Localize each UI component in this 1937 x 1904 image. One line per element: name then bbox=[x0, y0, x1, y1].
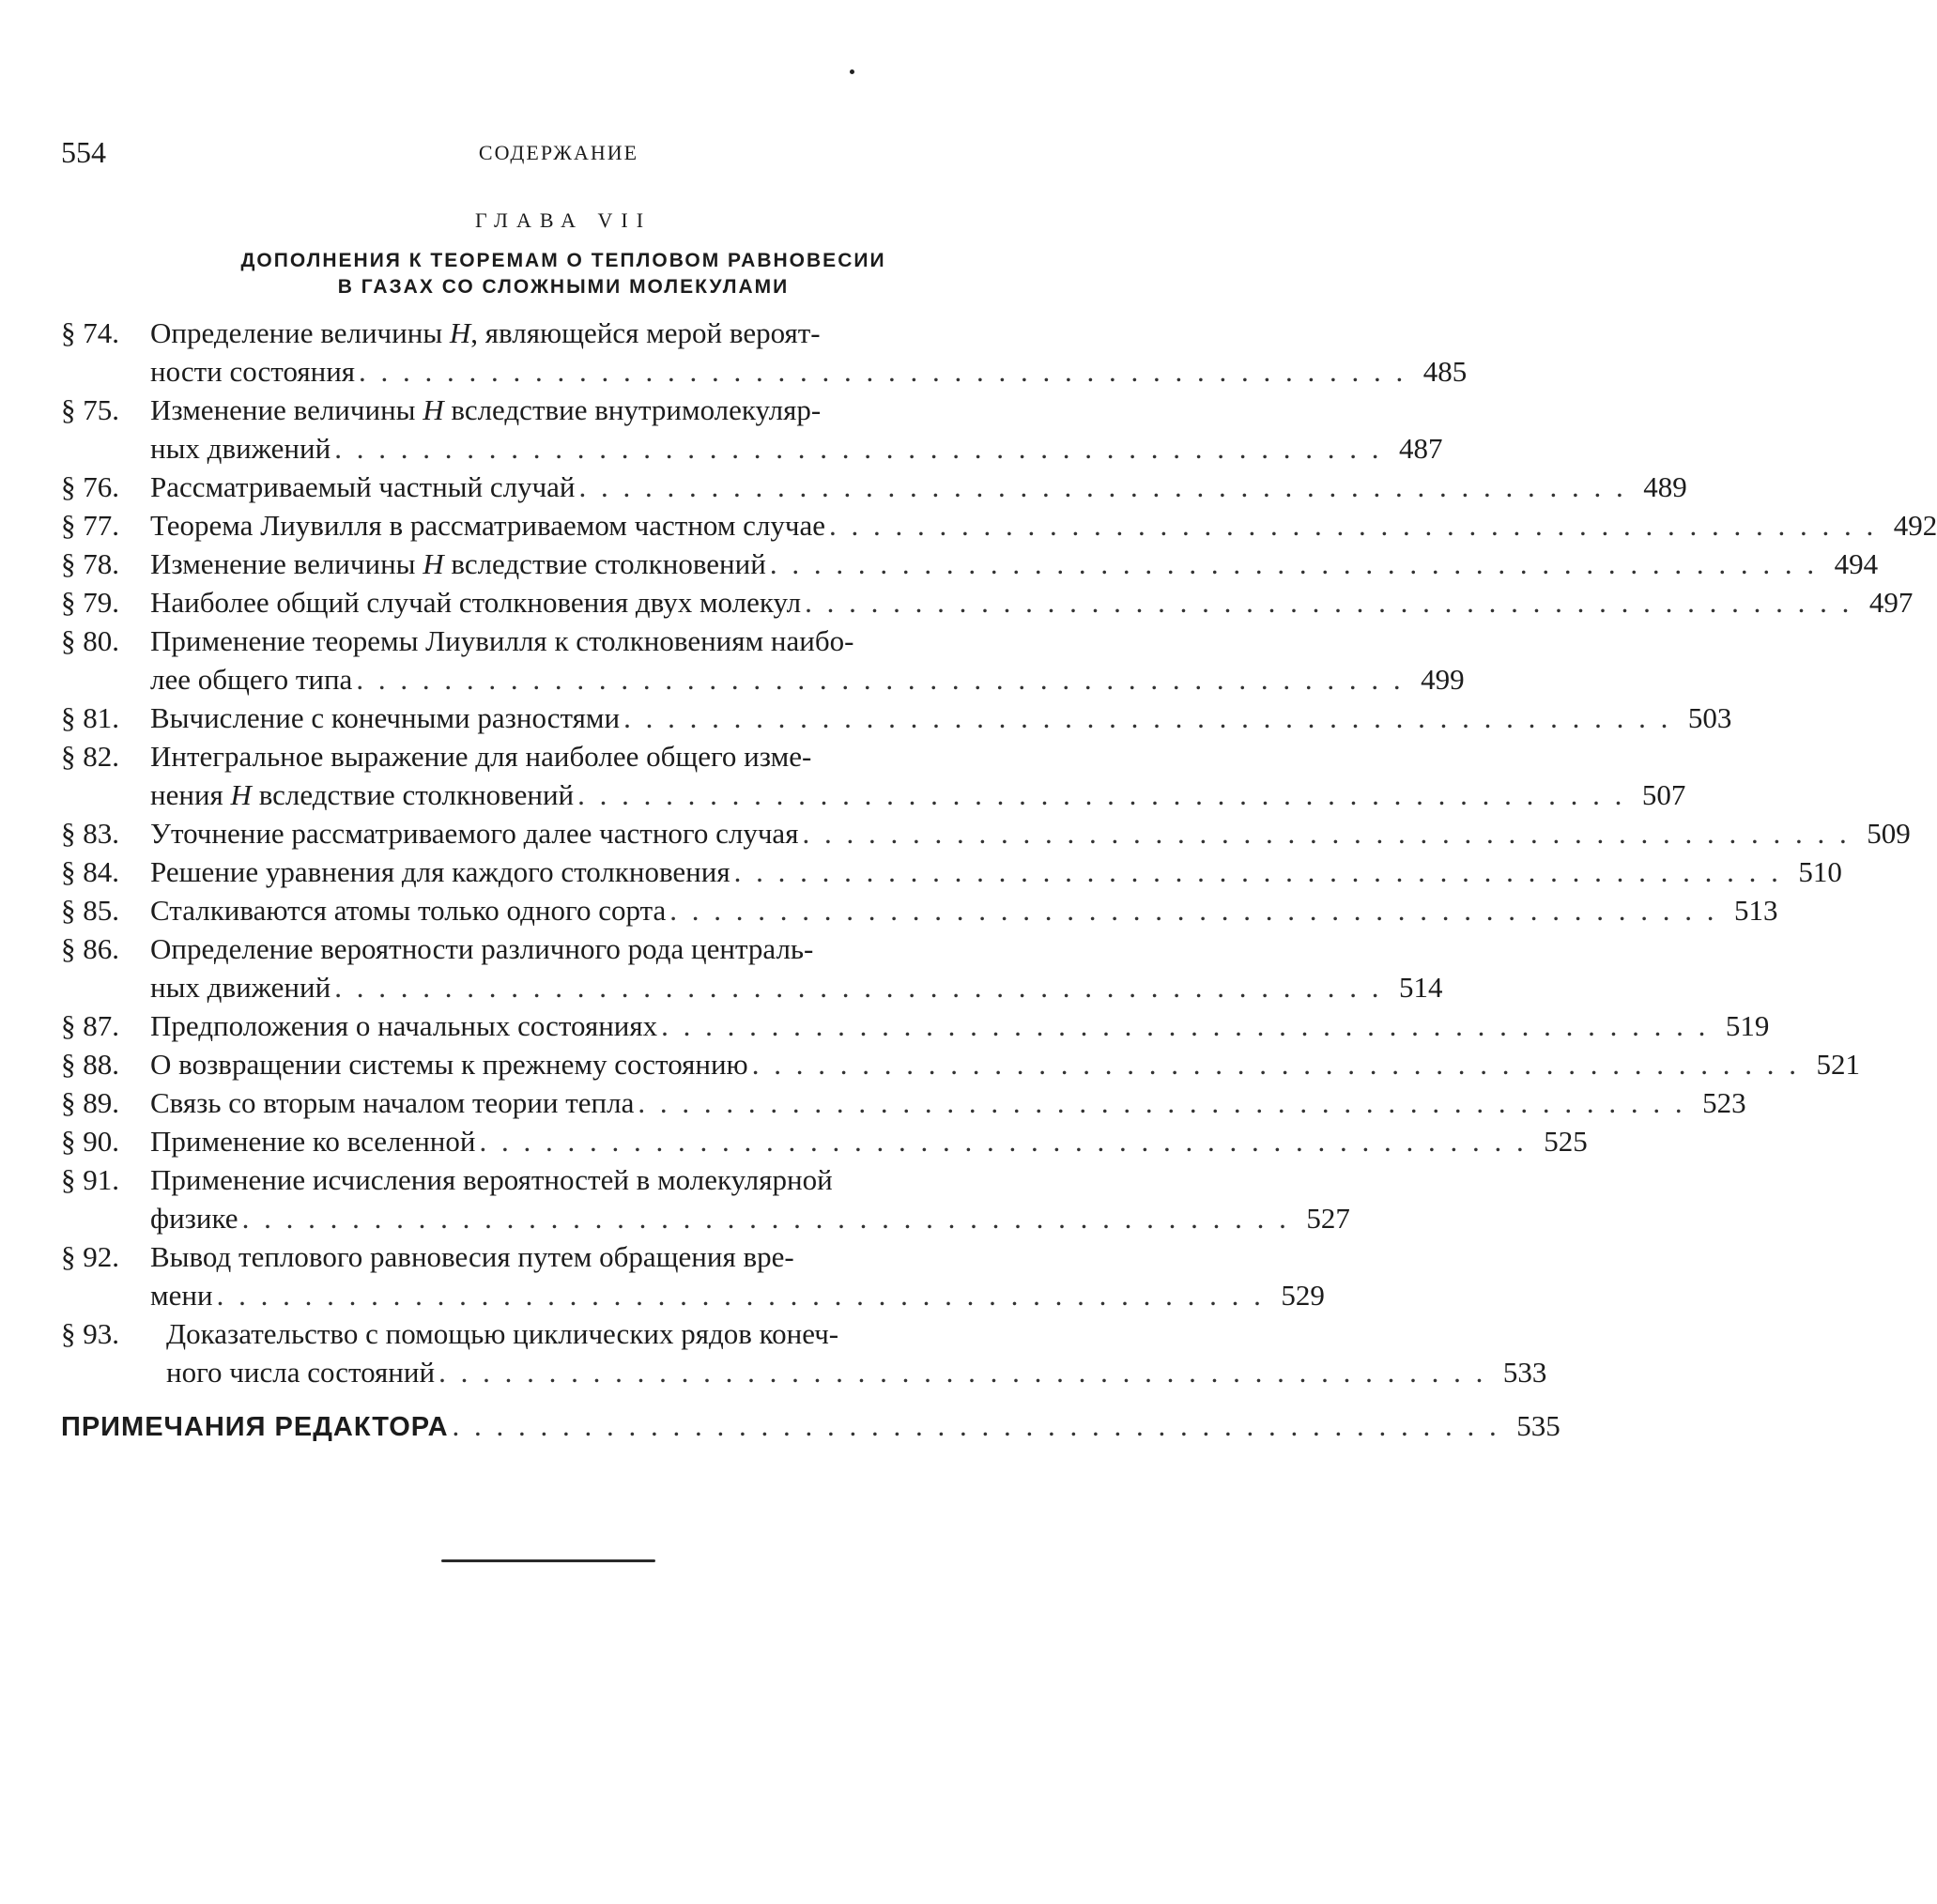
toc-entry-editor-notes bbox=[61, 1406, 1560, 1447]
page-reference: 489 bbox=[1643, 470, 1687, 503]
entry-title-line: Применение теоремы Лиувилля к столкновениям наибо- bbox=[150, 624, 854, 657]
entry-title-last-line: Сталкиваются атомы только одного сорта bbox=[150, 894, 667, 927]
page-reference: 507 bbox=[1641, 778, 1686, 811]
editor-notes-label: ПРИМЕЧАНИЯ РЕДАКТОРА bbox=[61, 1412, 449, 1442]
end-ornament-rule bbox=[441, 1559, 655, 1562]
chapter-label: ГЛАВА VII bbox=[474, 208, 653, 232]
ink-speck bbox=[850, 69, 854, 74]
entry-title-last-line: ных движений bbox=[150, 971, 331, 1004]
dot-leader bbox=[802, 814, 1850, 852]
page-reference: 485 bbox=[1422, 355, 1468, 388]
dot-leader bbox=[479, 1122, 1527, 1160]
math-variable: H bbox=[423, 547, 444, 580]
section-number: § 92. bbox=[61, 1240, 119, 1273]
chapter-title-line-2: В ГАЗАХ СО СЛОЖНЫМИ МОЛЕКУЛАМИ bbox=[337, 276, 790, 298]
math-variable: H bbox=[449, 316, 471, 349]
page-reference: 523 bbox=[1702, 1086, 1746, 1119]
page-reference: 533 bbox=[1502, 1356, 1547, 1389]
toc-entry-77 bbox=[61, 506, 1937, 545]
entry-title-last-line: ных движений bbox=[150, 432, 331, 465]
toc-entry-78 bbox=[61, 545, 1879, 583]
dot-leader bbox=[734, 852, 1782, 891]
page-reference: 529 bbox=[1281, 1279, 1325, 1312]
dot-leader bbox=[453, 1406, 1500, 1445]
page-reference: 494 bbox=[1834, 547, 1879, 580]
entry-title-line: Определение величины bbox=[150, 316, 443, 349]
dot-leader bbox=[334, 429, 1382, 468]
toc-entry-83 bbox=[61, 814, 1911, 852]
toc-entry-74 bbox=[61, 314, 1468, 391]
toc-entry-84 bbox=[61, 852, 1842, 891]
section-number: § 91. bbox=[61, 1163, 119, 1196]
entry-title-last-line: лее общего типа bbox=[150, 663, 353, 696]
entry-title-last-line: Теорема Лиувилля в рассматриваемом частном случае bbox=[150, 509, 826, 542]
dot-leader bbox=[829, 506, 1877, 545]
entry-title-last-line: Решение уравнения для каждого столкновения bbox=[150, 855, 730, 888]
toc-entry-87 bbox=[61, 1006, 1770, 1045]
toc-entry-89 bbox=[61, 1083, 1746, 1122]
dot-leader bbox=[242, 1199, 1290, 1237]
section-number: § 90. bbox=[61, 1125, 119, 1158]
entry-title-last-line: физике bbox=[150, 1202, 238, 1235]
dot-leader bbox=[579, 468, 1627, 506]
section-number: § 85. bbox=[61, 894, 119, 927]
toc-entry-91 bbox=[61, 1160, 1350, 1237]
dot-leader bbox=[752, 1045, 1800, 1083]
running-title: СОДЕРЖАНИЕ bbox=[478, 141, 639, 164]
entry-title-line: Применение исчисления вероятностей в молекулярной bbox=[150, 1163, 833, 1196]
entry-title-last-line: Рассматриваемый частный случай bbox=[150, 470, 576, 503]
section-number: § 83. bbox=[61, 817, 119, 850]
toc-entry-93 bbox=[61, 1314, 1547, 1391]
page-reference: 509 bbox=[1867, 817, 1911, 850]
section-number: § 87. bbox=[61, 1009, 119, 1042]
entry-title-last-line: Вычисление с конечными разностями bbox=[150, 701, 621, 734]
entry-title-line: нения bbox=[150, 778, 231, 811]
toc-entry-79 bbox=[61, 583, 1914, 622]
entry-title-line: Интегральное выражение для наиболее общего изме- bbox=[150, 740, 812, 773]
section-number: § 79. bbox=[61, 586, 119, 619]
section-number: § 86. bbox=[61, 932, 119, 965]
dot-leader bbox=[669, 891, 1717, 929]
page-reference: 503 bbox=[1687, 701, 1732, 734]
page-reference: 497 bbox=[1868, 586, 1914, 619]
section-number: § 77. bbox=[61, 509, 119, 542]
page-reference: 499 bbox=[1421, 663, 1465, 696]
entry-title-last-line: Применение ко вселенной bbox=[150, 1125, 476, 1158]
toc-entry-80 bbox=[61, 622, 1465, 699]
page-number: 554 bbox=[61, 135, 106, 169]
dot-leader bbox=[623, 699, 1671, 737]
section-number: § 75. bbox=[61, 393, 119, 426]
toc-entry-82 bbox=[61, 737, 1686, 814]
entry-title-last-line: Предположения о начальных состояниях bbox=[150, 1009, 658, 1042]
page-reference: 487 bbox=[1398, 432, 1443, 465]
page-reference: 510 bbox=[1798, 855, 1842, 888]
page-reference: 492 bbox=[1893, 509, 1937, 542]
dot-leader bbox=[577, 775, 1625, 814]
section-number: § 89. bbox=[61, 1086, 119, 1119]
entry-title-line: Вывод теплового равновесия путем обращения вре- bbox=[150, 1240, 794, 1273]
section-number: § 84. bbox=[61, 855, 119, 888]
entry-title-last-line: Наиболее общий случай столкновения двух молекул bbox=[150, 586, 802, 619]
toc-entry-88 bbox=[61, 1045, 1860, 1083]
entry-title-line: вследствие внутримолекуляр- bbox=[443, 393, 822, 426]
dot-leader bbox=[661, 1006, 1709, 1045]
toc-entry-90 bbox=[61, 1122, 1588, 1160]
page-reference: 527 bbox=[1306, 1202, 1350, 1235]
section-number: § 93. bbox=[61, 1317, 119, 1350]
toc-entry-76 bbox=[61, 468, 1687, 506]
entry-title-last-line: мени bbox=[150, 1279, 213, 1312]
running-head bbox=[61, 135, 1056, 173]
entry-title-line: Изменение величины bbox=[150, 547, 423, 580]
toc-entry-81 bbox=[61, 699, 1732, 737]
dot-leader bbox=[770, 545, 1818, 583]
dot-leader bbox=[217, 1276, 1265, 1314]
page-reference: 525 bbox=[1544, 1125, 1588, 1158]
dot-leader bbox=[334, 968, 1382, 1006]
page-reference: 514 bbox=[1398, 971, 1443, 1004]
page-reference: 519 bbox=[1725, 1009, 1770, 1042]
entry-title-line: вследствие столкновений bbox=[251, 778, 575, 811]
section-number: § 78. bbox=[61, 547, 119, 580]
toc-entry-75 bbox=[61, 391, 1443, 468]
dot-leader bbox=[359, 352, 1407, 391]
entry-title-line: Определение вероятности различного рода централь- bbox=[150, 932, 814, 965]
section-number: § 82. bbox=[61, 740, 119, 773]
entry-title-line: , являющейся мерой вероят- bbox=[470, 316, 821, 349]
entry-title-last-line: О возвращении системы к прежнему состоянию bbox=[150, 1048, 748, 1081]
math-variable: H bbox=[230, 778, 252, 811]
page-reference: 521 bbox=[1816, 1048, 1860, 1081]
math-variable: H bbox=[423, 393, 444, 426]
chapter-title bbox=[0, 248, 1127, 300]
table-of-contents bbox=[61, 314, 1937, 1447]
chapter-title-line-1: ДОПОЛНЕНИЯ К ТЕОРЕМАМ О ТЕПЛОВОМ РАВНОВЕСИИ bbox=[240, 250, 886, 271]
page-reference: 513 bbox=[1734, 894, 1778, 927]
dot-leader bbox=[805, 583, 1852, 622]
page-reference: 535 bbox=[1516, 1409, 1560, 1442]
dot-leader bbox=[356, 660, 1404, 699]
section-number: § 76. bbox=[61, 470, 119, 503]
entry-title-line: Изменение величины bbox=[150, 393, 416, 426]
entry-title-last-line: Связь со вторым началом теории тепла bbox=[150, 1086, 635, 1119]
entry-title-line: Доказательство с помощью циклических рядов конеч- bbox=[166, 1317, 839, 1350]
section-number: § 74. bbox=[61, 316, 119, 349]
entry-title-last-line: Уточнение рассматриваемого далее частного случая bbox=[150, 817, 799, 850]
toc-entry-85 bbox=[61, 891, 1778, 929]
section-number: § 81. bbox=[61, 701, 119, 734]
toc-entry-92 bbox=[61, 1237, 1325, 1314]
section-number: § 88. bbox=[61, 1048, 119, 1081]
dot-leader bbox=[438, 1353, 1486, 1391]
entry-title-last-line: ного числа состояний bbox=[166, 1356, 436, 1389]
dot-leader bbox=[638, 1083, 1685, 1122]
toc-entry-86 bbox=[61, 929, 1443, 1006]
section-number: § 80. bbox=[61, 624, 119, 657]
entry-title-line: вследствие столкновений bbox=[443, 547, 766, 580]
entry-title-last-line: ности состояния bbox=[150, 355, 356, 388]
